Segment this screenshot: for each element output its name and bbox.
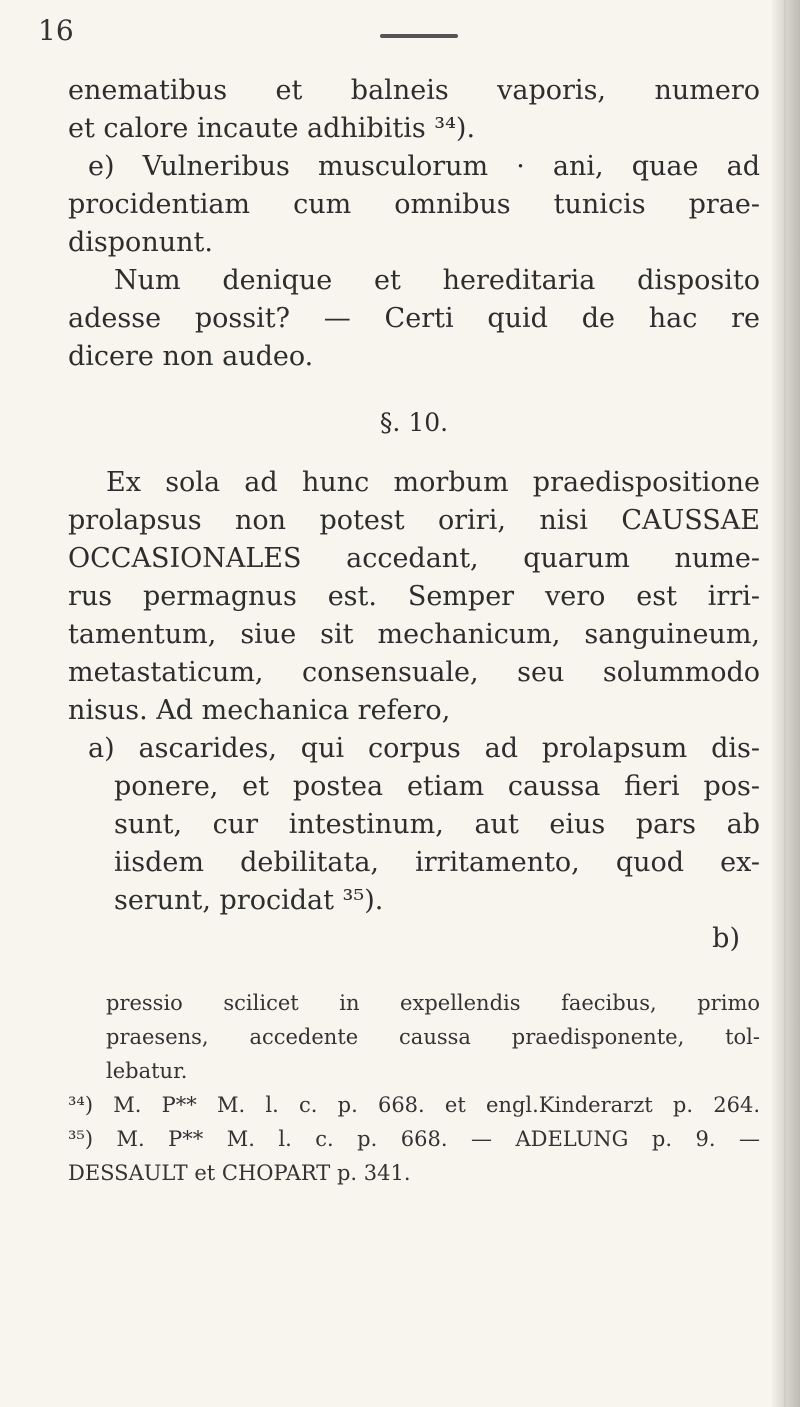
footnote-line: ³⁵) M. P** M. l. c. p. 668. — ADELUNG p. 9. — — [68, 1127, 760, 1151]
page-edge-shadow — [772, 0, 800, 1407]
footnotes — [68, 986, 760, 1190]
spacer — [68, 442, 760, 464]
text-line: nisus. Ad mechanica refero, — [68, 695, 451, 726]
text-line: Ex sola ad hunc morbum praedispositione — [106, 467, 760, 498]
text-line: adesse possit? — Certi quid de hac re — [68, 303, 760, 334]
footnote-line: lebatur. — [106, 1059, 188, 1083]
header-rule — [380, 34, 458, 38]
main-text — [68, 72, 760, 1190]
text-line: et calore incaute adhibitis ³⁴). — [68, 113, 476, 144]
text-line: iisdem debilitata, irritamento, quod ex- — [114, 847, 760, 878]
section-heading: §. 10. — [379, 408, 449, 437]
text-line: serunt, procidat ³⁵). — [114, 885, 384, 916]
catchword: b) — [712, 923, 740, 954]
footnote-line: pressio scilicet in expellendis faecibus, primo — [106, 991, 760, 1015]
text-line: rus permagnus est. Semper vero est irri- — [68, 581, 760, 612]
text-line: metastaticum, consensuale, seu solummodo — [68, 657, 760, 688]
footnote-line: DESSAULT et CHOPART p. 341. — [68, 1161, 411, 1185]
text-line: procidentiam cum omnibus tunicis prae- — [68, 189, 760, 220]
text-line: disponunt. — [68, 227, 213, 258]
text-line: prolapsus non potest oriri, nisi CAUSSAE — [68, 505, 760, 536]
text-line: e) Vulneribus musculorum · ani, quae ad — [88, 151, 760, 182]
text-line: OCCASIONALES accedant, quarum nume- — [68, 543, 760, 574]
page-number: 16 — [38, 14, 74, 47]
footnote-line: praesens, accedente caussa praedisponente, tol- — [106, 1025, 760, 1049]
text-line: a) ascarides, qui corpus ad prolapsum dis- — [88, 733, 760, 764]
spacer — [68, 376, 760, 404]
spacer — [68, 958, 760, 986]
text-line: tamentum, siue sit mechanicum, sanguineum, — [68, 619, 760, 650]
text-line: Num denique et hereditaria disposito — [114, 265, 760, 296]
text-line: enematibus et balneis vaporis, numero — [68, 75, 760, 106]
text-line: dicere non audeo. — [68, 341, 314, 372]
page-edge-line — [784, 0, 786, 1407]
footnote-line: ³⁴) M. P** M. l. c. p. 668. et engl.Kinderarzt p. 264. — [68, 1093, 760, 1117]
text-line: ponere, et postea etiam caussa fieri pos- — [114, 771, 760, 802]
text-line: sunt, cur intestinum, aut eius pars ab — [114, 809, 760, 840]
